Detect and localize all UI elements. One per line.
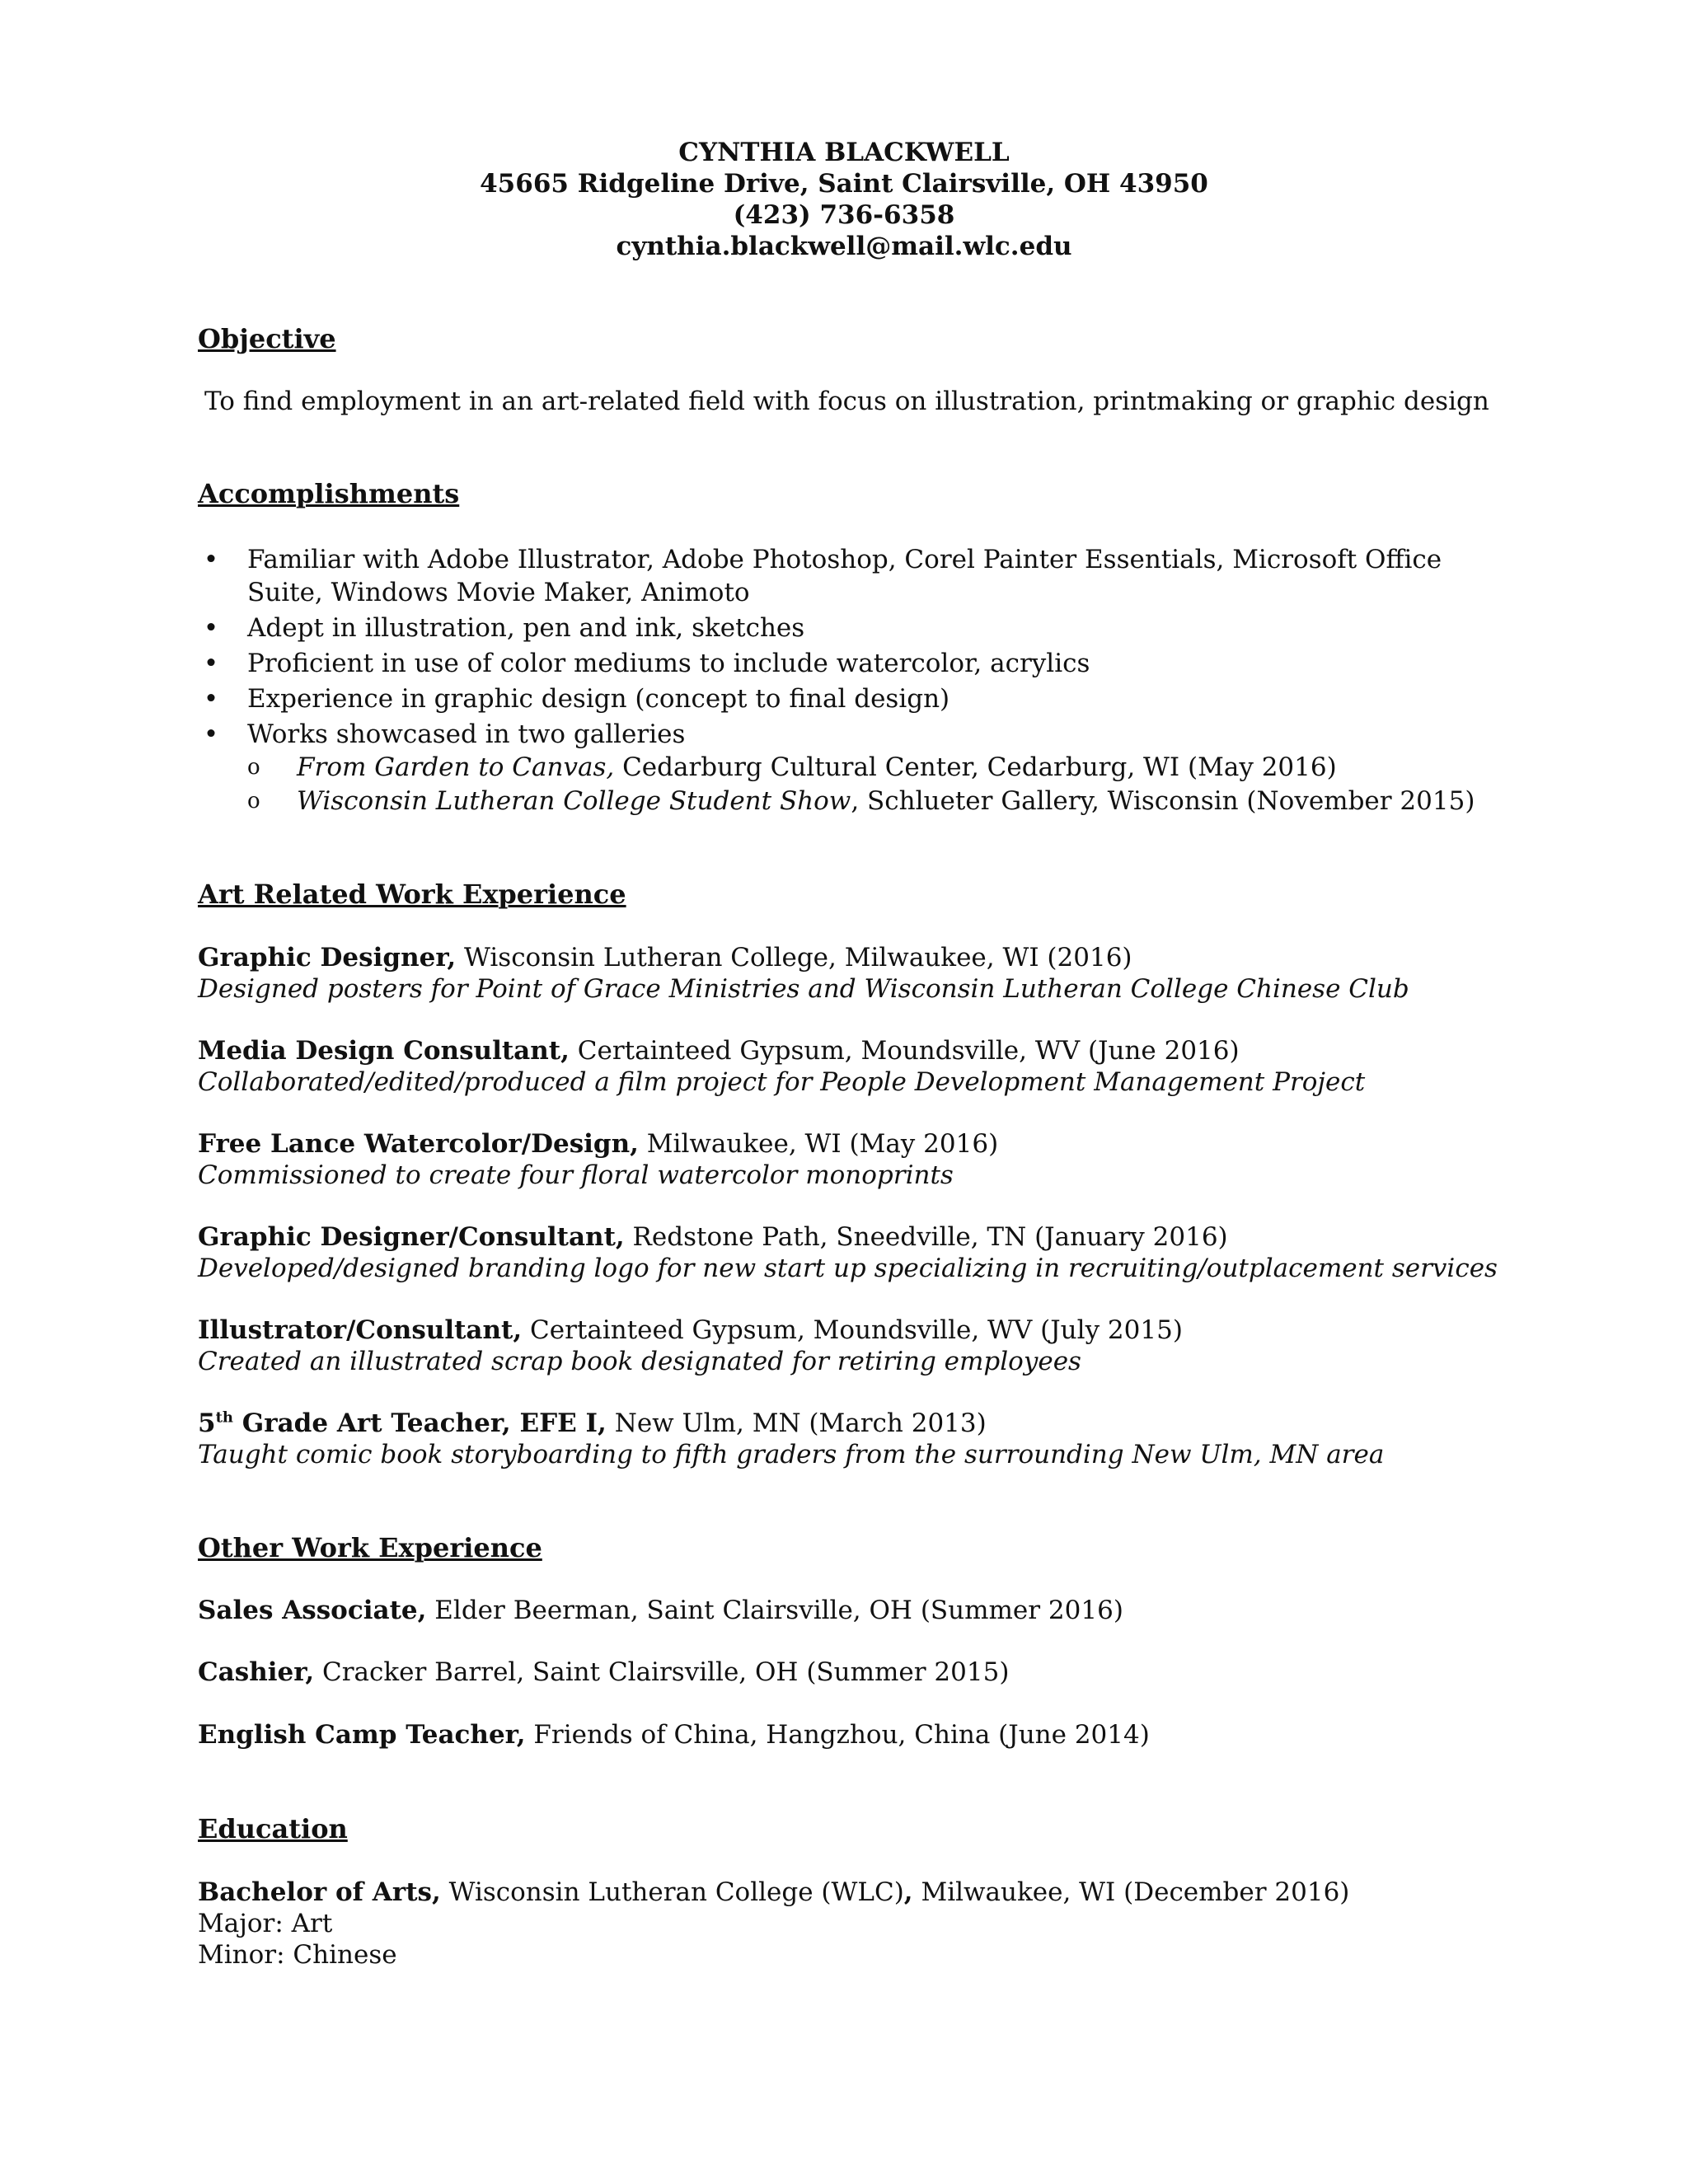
entry-detail: Milwaukee, WI (May 2016)	[638, 1129, 999, 1159]
school-name: Wisconsin Lutheran College (WLC)	[440, 1877, 904, 1907]
list-item	[198, 612, 1517, 644]
entry-description: Developed/designed branding logo for new start up specializing in recruiting/outplacement services	[198, 1254, 1498, 1283]
education-heading: Education	[198, 1813, 348, 1844]
list-item	[198, 543, 1517, 609]
experience-entry	[198, 942, 1517, 1005]
gallery-item	[247, 751, 1517, 784]
experience-entry	[198, 1657, 1517, 1688]
other-experience-heading: Other Work Experience	[198, 1532, 542, 1563]
entry-detail: Redstone Path, Sneedville, TN (January 2016)	[624, 1222, 1228, 1252]
list-item-text: Familiar with Adobe Illustrator, Adobe Photoshop, Corel Painter Essentials, Microsoft Office Suite, Windows Movie Maker, Animoto	[247, 545, 1442, 607]
accomplishments-list	[198, 543, 1517, 820]
list-item	[198, 718, 1517, 818]
entry-title: Free Lance Watercolor/Design,	[198, 1129, 639, 1159]
minor-line: Minor: Chinese	[198, 1940, 397, 1970]
objective-text: To find employment in an art-related field with focus on illustration, printmaking or graphic design	[204, 387, 1489, 416]
experience-entry	[198, 1128, 1517, 1191]
entry-title: Graphic Designer,	[198, 943, 457, 972]
list-item-text: Proficient in use of color mediums to include watercolor, acrylics	[247, 649, 1090, 678]
list-item-text: Works showcased in two galleries	[247, 719, 686, 749]
gallery-item	[247, 785, 1517, 818]
list-item-text: Adept in illustration, pen and ink, sketches	[247, 613, 805, 643]
entry-detail: Certainteed Gypsum, Moundsville, WV (July 2015)	[522, 1315, 1183, 1345]
candidate-name: CYNTHIA BLACKWELL	[678, 138, 1010, 167]
hollow-bullet-icon: o	[247, 789, 260, 813]
entry-description: Taught comic book storyboarding to fifth graders from the surrounding New Ulm, MN area	[198, 1440, 1385, 1469]
experience-entry	[198, 1719, 1517, 1750]
experience-entry	[198, 1035, 1517, 1098]
entry-description: Collaborated/edited/produced a film project for People Development Management Project	[198, 1067, 1366, 1097]
list-item	[198, 682, 1517, 715]
gallery-title: From Garden to Canvas,	[297, 752, 615, 782]
entry-title: Sales Associate,	[198, 1596, 427, 1625]
education-entry	[198, 1877, 1517, 1971]
grade-ordinal: th	[215, 1408, 233, 1427]
entry-description: Commissioned to create four floral watercolor monoprints	[198, 1160, 954, 1190]
hollow-bullet-icon: o	[247, 755, 260, 780]
bullet-icon: •	[203, 719, 219, 749]
entry-title: Graphic Designer/Consultant,	[198, 1222, 625, 1252]
list-item	[198, 647, 1517, 680]
candidate-phone: (423) 736-6358	[733, 200, 955, 230]
bullet-icon: •	[203, 613, 219, 643]
bullet-icon: •	[203, 684, 219, 714]
entry-detail: Wisconsin Lutheran College, Milwaukee, WI (2016)	[456, 943, 1132, 972]
entry-title: English Camp Teacher,	[198, 1720, 526, 1750]
major-line: Major: Art	[198, 1909, 333, 1938]
entry-detail: Friends of China, Hangzhou, China (June 2014)	[525, 1720, 1150, 1750]
entry-detail: Certainteed Gypsum, Moundsville, WV (June 2016)	[569, 1036, 1240, 1066]
resume-header	[0, 137, 1688, 262]
gallery-list	[247, 751, 1517, 818]
experience-entry	[198, 1408, 1517, 1470]
accomplishments-heading: Accomplishments	[198, 478, 460, 509]
experience-entry	[198, 1221, 1517, 1284]
degree-line	[198, 1877, 1517, 1908]
grade-number: 5	[198, 1408, 216, 1438]
objective-heading: Objective	[198, 323, 336, 354]
entry-detail: Cracker Barrel, Saint Clairsville, OH (Summer 2015)	[314, 1657, 1010, 1687]
bullet-icon: •	[203, 649, 219, 678]
entry-detail: New Ulm, MN (March 2013)	[606, 1408, 987, 1438]
bullet-icon: •	[203, 545, 219, 574]
candidate-email: cynthia.blackwell@mail.wlc.edu	[616, 232, 1072, 261]
entry-description: Created an illustrated scrap book designated for retiring employees	[198, 1347, 1081, 1376]
degree-title: Bachelor of Arts,	[198, 1877, 441, 1907]
entry-title	[198, 1408, 607, 1438]
gallery-detail: Cedarburg Cultural Center, Cedarburg, WI (May 2016)	[614, 752, 1337, 782]
experience-entry	[198, 1315, 1517, 1377]
candidate-address: 45665 Ridgeline Drive, Saint Clairsville, OH 43950	[480, 169, 1208, 199]
school-location: Milwaukee, WI (December 2016)	[912, 1877, 1350, 1907]
art-experience-heading: Art Related Work Experience	[198, 879, 626, 910]
teacher-title: Grade Art Teacher, EFE I,	[232, 1408, 607, 1438]
gallery-detail: , Schlueter Gallery, Wisconsin (November 2015)	[851, 786, 1475, 816]
entry-title: Illustrator/Consultant,	[198, 1315, 523, 1345]
degree-comma: ,	[903, 1877, 913, 1907]
entry-title: Media Design Consultant,	[198, 1036, 570, 1066]
entry-title: Cashier,	[198, 1657, 315, 1687]
experience-entry	[198, 1595, 1517, 1626]
list-item-text: Experience in graphic design (concept to final design)	[247, 684, 950, 714]
gallery-title: Wisconsin Lutheran College Student Show	[297, 786, 851, 816]
entry-description: Designed posters for Point of Grace Ministries and Wisconsin Lutheran College Chinese Club	[198, 974, 1409, 1004]
entry-detail: Elder Beerman, Saint Clairsville, OH (Summer 2016)	[426, 1596, 1123, 1625]
